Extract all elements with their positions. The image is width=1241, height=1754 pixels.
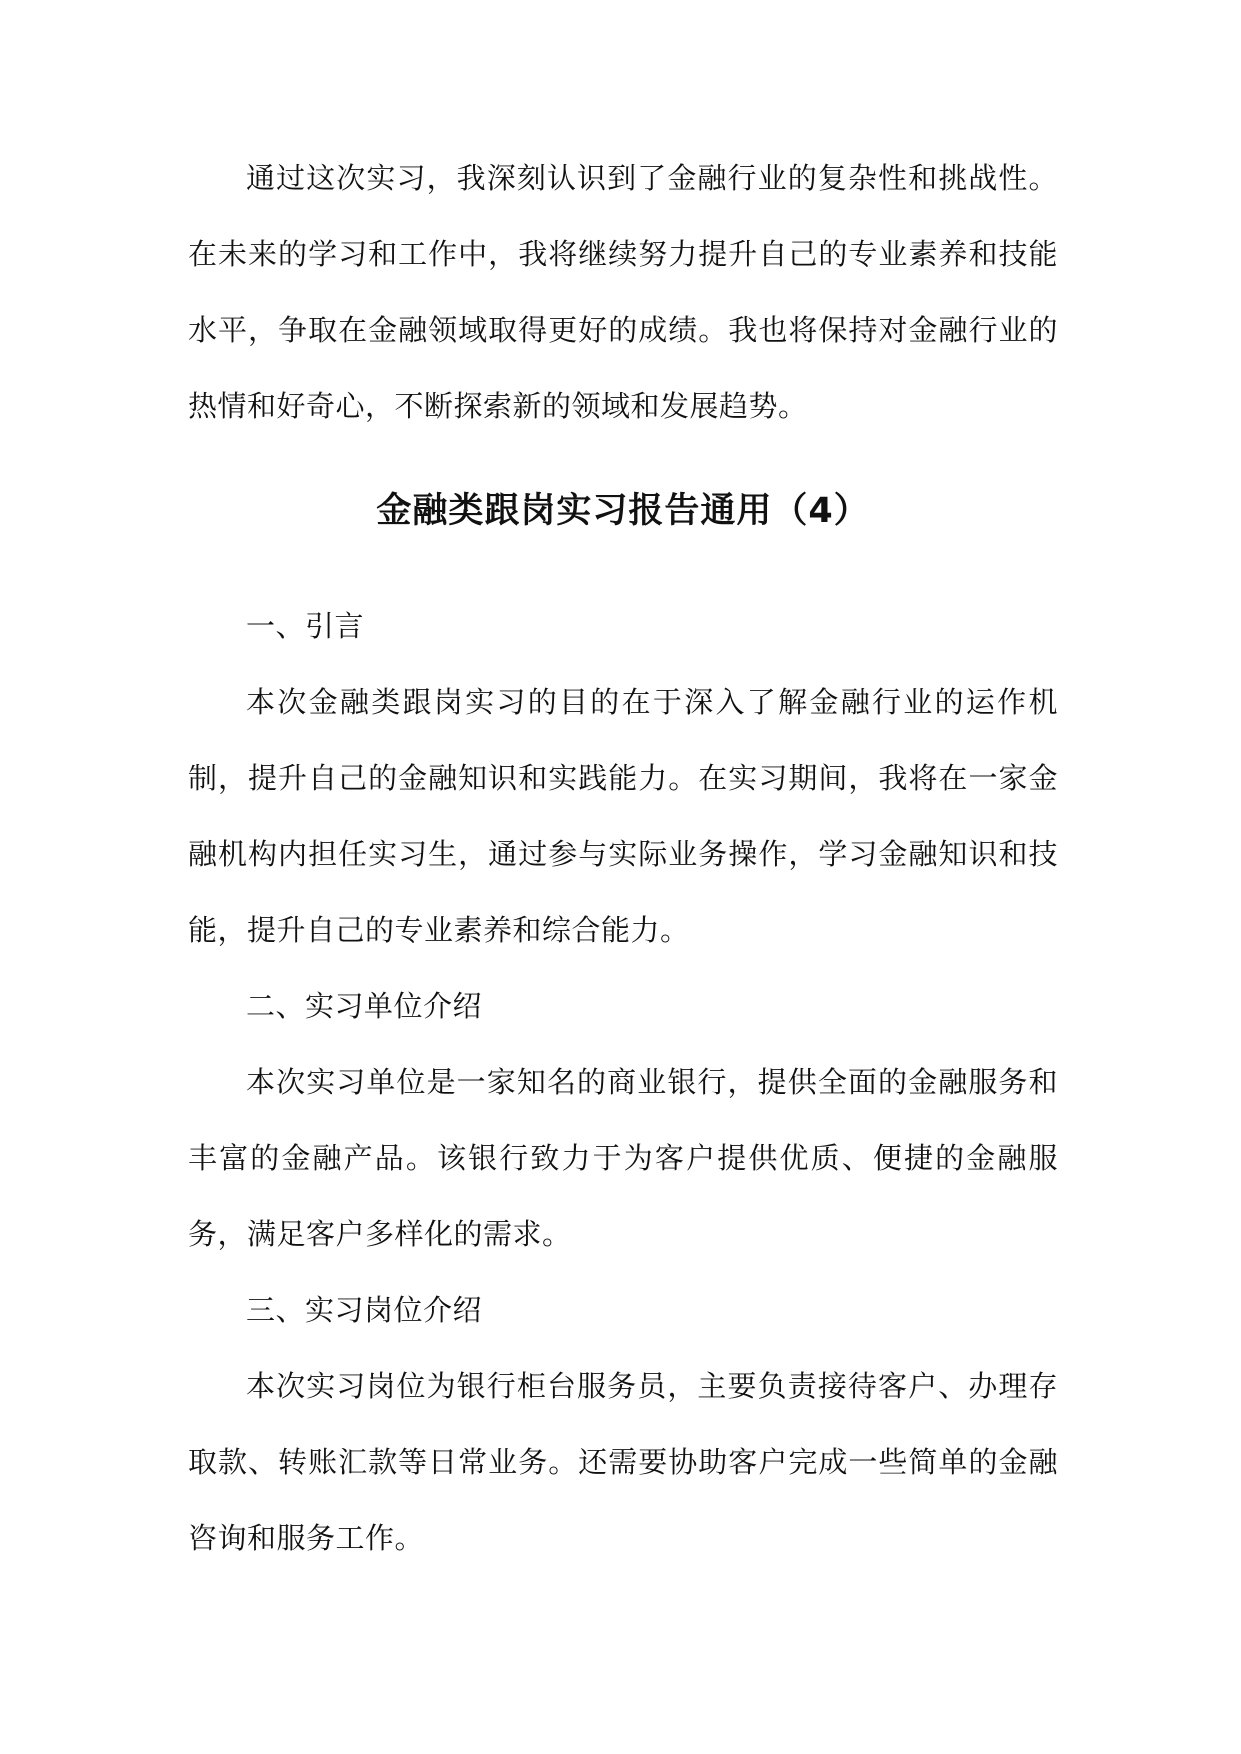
section-body-introduction: 本次金融类跟岗实习的目的在于深入了解金融行业的运作机制，提升自己的金融知识和实践能力。在实习期间，我将在一家金融机构内担任实习生，通过参与实际业务操作，学习金融知识和技能，提升自己的专业素养和综合能力。 bbox=[188, 685, 1058, 947]
section-heading-company: 二、实习单位介绍 bbox=[246, 989, 483, 1023]
section-body-company: 本次实习单位是一家知名的商业银行，提供全面的金融服务和丰富的金融产品。该银行致力于为客户提供优质、便捷的金融服务，满足客户多样化的需求。 bbox=[188, 1065, 1058, 1251]
intro-paragraph: 通过这次实习，我深刻认识到了金融行业的复杂性和挑战性。在未来的学习和工作中，我将继续努力提升自己的专业素养和技能水平，争取在金融领域取得更好的成绩。我也将保持对金融行业的热情和好奇心，不断探索新的领域和发展趋势。 bbox=[188, 161, 1058, 423]
section-heading-introduction: 一、引言 bbox=[246, 609, 365, 643]
section-body-position: 本次实习岗位为银行柜台服务员，主要负责接待客户、办理存取款、转账汇款等日常业务。还需要协助客户完成一些简单的金融咨询和服务工作。 bbox=[188, 1369, 1058, 1555]
section-heading-position: 三、实习岗位介绍 bbox=[246, 1293, 483, 1327]
document-title: 金融类跟岗实习报告通用（4） bbox=[376, 491, 870, 531]
document-content bbox=[188, 140, 1058, 1576]
